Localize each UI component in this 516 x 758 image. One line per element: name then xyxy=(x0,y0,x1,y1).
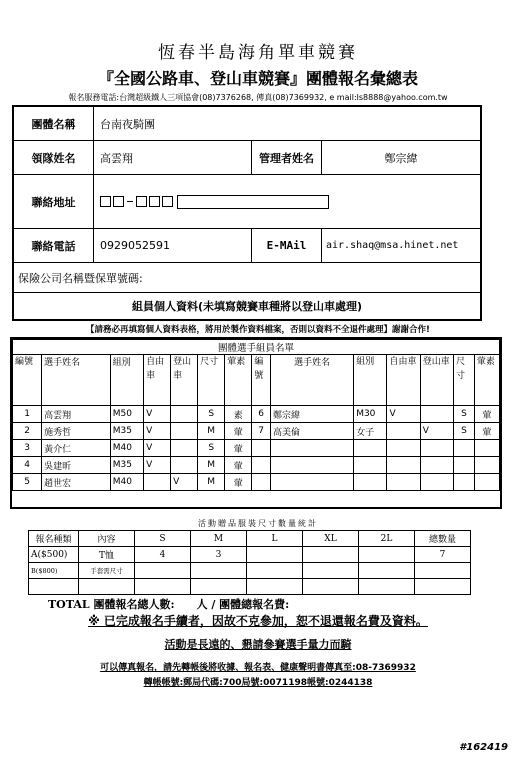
size-cell[interactable] xyxy=(359,579,415,595)
member-cell-mtb[interactable] xyxy=(420,406,453,423)
member-cell-mtb[interactable] xyxy=(420,440,453,457)
member-cell-size[interactable] xyxy=(454,474,475,491)
address-label: 聯絡地址 xyxy=(14,175,94,228)
member-cell-no[interactable] xyxy=(252,440,271,457)
member-cell-no[interactable]: 3 xyxy=(13,440,42,457)
table-row xyxy=(13,423,500,440)
email-label: E-MAil xyxy=(252,229,322,262)
email-field[interactable]: air.shaq@msa.hinet.net xyxy=(326,240,459,251)
member-cell-mtb[interactable] xyxy=(171,440,198,457)
member-cell-road[interactable]: V xyxy=(144,440,171,457)
phone-row xyxy=(14,229,480,263)
total-line: TOTAL 團體報名總人數: 人 / 團體總報名費: xyxy=(48,598,290,611)
member-cell-no[interactable]: 4 xyxy=(13,457,42,474)
member-cell-group[interactable] xyxy=(354,457,387,474)
member-cell-no[interactable] xyxy=(252,457,271,474)
member-cell-diet[interactable] xyxy=(474,457,499,474)
document-subtitle: 『全國公路車、登山車競賽』團體報名彙總表 xyxy=(97,69,418,88)
col-no-2: 編號 xyxy=(252,355,271,406)
size-cell[interactable] xyxy=(303,547,359,563)
team-name-row xyxy=(14,107,480,141)
manager-field[interactable]: 鄭宗緯 xyxy=(384,151,418,165)
leader-row xyxy=(14,141,480,175)
size-cell[interactable] xyxy=(359,563,415,579)
member-cell-mtb[interactable]: V xyxy=(420,423,453,440)
size-cell[interactable] xyxy=(247,579,303,595)
member-cell-size[interactable] xyxy=(454,440,475,457)
member-cell-road[interactable] xyxy=(144,474,171,491)
member-cell-mtb[interactable] xyxy=(420,474,453,491)
member-cell-size[interactable]: M xyxy=(198,457,225,474)
member-cell-no[interactable]: 5 xyxy=(13,474,42,491)
phone-label: 聯絡電話 xyxy=(14,229,94,262)
member-cell-group[interactable]: M40 xyxy=(110,440,143,457)
safety-slogan: 活動是長遠的、懇請參賽選手量力而騎 xyxy=(164,638,352,651)
member-cell-diet[interactable]: 葷 xyxy=(474,423,499,440)
size-cell[interactable]: 手套需尺寸 xyxy=(79,563,135,579)
member-cell-size[interactable]: S xyxy=(198,406,225,423)
col-diet: 葷素 xyxy=(225,355,252,406)
size-table xyxy=(28,530,470,595)
size-header-cell: XL xyxy=(303,531,359,547)
member-cell-mtb[interactable]: V xyxy=(171,474,198,491)
member-cell-size[interactable]: S xyxy=(198,440,225,457)
member-section-row xyxy=(14,293,480,319)
member-cell-size[interactable] xyxy=(454,457,475,474)
team-info-box xyxy=(12,105,482,321)
size-cell[interactable]: B($800) xyxy=(29,563,79,579)
col-road: 自由車 xyxy=(144,355,171,406)
size-header-cell: 報名種類 xyxy=(29,531,79,547)
team-name-field[interactable]: 台南夜騎團 xyxy=(100,117,155,131)
member-cell-name[interactable]: 吳建昕 xyxy=(42,457,111,474)
size-cell[interactable] xyxy=(247,563,303,579)
member-cell-size[interactable]: S xyxy=(454,423,475,440)
member-cell-name[interactable]: 高美倫 xyxy=(270,423,353,440)
team-name-label: 團體名稱 xyxy=(14,107,94,140)
size-header-cell: 2L xyxy=(359,531,415,547)
member-cell-road[interactable]: V xyxy=(144,457,171,474)
size-cell[interactable]: 7 xyxy=(415,547,471,563)
member-cell-name[interactable]: 高雲翔 xyxy=(42,406,111,423)
document-id: #162419 xyxy=(459,742,508,753)
size-cell[interactable] xyxy=(415,579,471,595)
member-cell-diet[interactable] xyxy=(474,440,499,457)
member-cell-road[interactable] xyxy=(387,474,420,491)
col-mtb-2: 登山車 xyxy=(420,355,453,406)
member-cell-mtb[interactable] xyxy=(171,406,198,423)
size-cell[interactable] xyxy=(191,579,247,595)
size-cell[interactable]: A($500) xyxy=(29,547,79,563)
member-cell-group[interactable]: M40 xyxy=(110,474,143,491)
size-header-cell: 內容 xyxy=(79,531,135,547)
size-cell[interactable] xyxy=(247,547,303,563)
member-cell-group[interactable]: 女子 xyxy=(354,423,387,440)
member-cell-name[interactable]: 黃介仁 xyxy=(42,440,111,457)
member-cell-group[interactable]: M30 xyxy=(354,406,387,423)
size-cell[interactable] xyxy=(303,579,359,595)
member-cell-no[interactable]: 7 xyxy=(252,423,271,440)
member-cell-name[interactable]: 施秀哲 xyxy=(42,423,111,440)
member-cell-road[interactable] xyxy=(387,457,420,474)
size-cell[interactable] xyxy=(135,579,191,595)
size-cell[interactable] xyxy=(79,579,135,595)
size-blank-row xyxy=(29,579,471,595)
insurance-label: 保險公司名稱暨保單號碼: xyxy=(18,271,143,285)
address-row xyxy=(14,175,480,229)
member-cell-size[interactable]: S xyxy=(454,406,475,423)
member-cell-diet[interactable]: 素 xyxy=(225,406,252,423)
member-cell-no[interactable] xyxy=(252,474,271,491)
size-cell[interactable] xyxy=(415,563,471,579)
size-cell[interactable]: 3 xyxy=(191,547,247,563)
member-cell-diet[interactable]: 葷 xyxy=(225,440,252,457)
member-cell-mtb[interactable] xyxy=(420,457,453,474)
col-name-2: 選手姓名 xyxy=(270,355,353,406)
size-header-row xyxy=(29,531,471,547)
col-size-2: 尺寸 xyxy=(454,355,475,406)
member-cell-size[interactable]: M xyxy=(198,474,225,491)
leader-label: 領隊姓名 xyxy=(14,141,94,174)
member-cell-group[interactable]: M35 xyxy=(110,457,143,474)
size-header-cell: M xyxy=(191,531,247,547)
warning-note: 【請務必再填寫個人資料表格，將用於製作資料檔案，否則以資料不全退件處理】謝謝合作! xyxy=(86,325,430,335)
size-row xyxy=(29,563,471,579)
member-table-title: 團體選手組員名單 xyxy=(13,340,500,355)
member-cell-group[interactable] xyxy=(354,474,387,491)
refund-notice: ※ 已完成報名手續者，因故不克參加，恕不退還報名費及資料。 xyxy=(88,614,428,628)
size-cell[interactable] xyxy=(191,563,247,579)
member-cell-mtb[interactable] xyxy=(171,457,198,474)
size-cell[interactable]: 4 xyxy=(135,547,191,563)
leader-field[interactable]: 高雲翔 xyxy=(94,141,252,174)
size-table-title: 活動贈品服裝尺寸數量統計 xyxy=(198,519,318,528)
member-cell-diet[interactable]: 葷 xyxy=(225,423,252,440)
document-title: 恆春半島海角單車競賽 xyxy=(158,43,358,63)
member-cell-name[interactable] xyxy=(270,474,353,491)
member-table xyxy=(10,337,502,509)
member-cell-road[interactable]: V xyxy=(144,406,171,423)
col-size: 尺寸 xyxy=(198,355,225,406)
manager-label: 管理者姓名 xyxy=(252,141,322,174)
member-cell-no[interactable]: 2 xyxy=(13,423,42,440)
col-mtb: 登山車 xyxy=(171,355,198,406)
contact-line: 報名服務電話:台灣超級鐵人三項協會(08)7376268, 傳真(08)7369932, e mail:ls8888@yahoo.com.tw xyxy=(68,93,448,102)
member-cell-size[interactable]: M xyxy=(198,423,225,440)
col-group: 組別 xyxy=(110,355,143,406)
member-cell-road[interactable]: V xyxy=(387,406,420,423)
table-row xyxy=(13,474,500,491)
member-cell-diet[interactable]: 葷 xyxy=(225,457,252,474)
phone-field[interactable]: 0929052591 xyxy=(94,229,252,262)
col-road-2: 自由車 xyxy=(387,355,420,406)
member-cell-name[interactable]: 鄭宗緯 xyxy=(270,406,353,423)
col-group-2: 組別 xyxy=(354,355,387,406)
size-cell[interactable] xyxy=(303,563,359,579)
col-no: 編號 xyxy=(13,355,42,406)
member-cell-road[interactable]: V xyxy=(144,423,171,440)
member-cell-name[interactable] xyxy=(270,440,353,457)
member-cell-diet[interactable]: 葷 xyxy=(225,474,252,491)
address-line-box xyxy=(177,195,329,209)
size-header-cell: S xyxy=(135,531,191,547)
member-cell-group[interactable]: M50 xyxy=(110,406,143,423)
size-header-cell: L xyxy=(247,531,303,547)
member-cell-name[interactable] xyxy=(270,457,353,474)
member-cell-group[interactable] xyxy=(354,440,387,457)
size-row xyxy=(29,547,471,563)
member-cell-diet[interactable] xyxy=(474,474,499,491)
size-cell[interactable]: T恤 xyxy=(79,547,135,563)
member-cell-name[interactable]: 趙世宏 xyxy=(42,474,111,491)
member-cell-no[interactable]: 1 xyxy=(13,406,42,423)
member-cell-diet[interactable]: 葷 xyxy=(474,406,499,423)
table-row xyxy=(13,440,500,457)
table-row xyxy=(13,406,500,423)
table-row xyxy=(13,457,500,474)
member-cell-road[interactable] xyxy=(387,440,420,457)
col-name: 選手姓名 xyxy=(42,355,111,406)
size-cell[interactable] xyxy=(359,547,415,563)
size-cell[interactable] xyxy=(135,563,191,579)
member-cell-mtb[interactable] xyxy=(171,423,198,440)
address-field[interactable] xyxy=(94,175,480,228)
size-cell[interactable] xyxy=(29,579,79,595)
size-header-cell: 總數量 xyxy=(415,531,471,547)
col-diet-2: 葷素 xyxy=(474,355,499,406)
postal-code-boxes xyxy=(100,196,173,207)
insurance-row xyxy=(14,263,480,293)
member-cell-no[interactable]: 6 xyxy=(252,406,271,423)
member-section-title: 組員個人資料(未填寫競賽車種將以登山車處理) xyxy=(131,300,363,313)
bank-account-line: 轉帳帳號:郵局代碼:700局號:0071198帳號:0244138 xyxy=(143,678,373,688)
fax-instructions: 可以傳真報名，請先轉帳後將收據、報名表、健康聲明書傳真至:08-7369932 xyxy=(100,663,416,673)
member-cell-road[interactable] xyxy=(387,423,420,440)
member-cell-group[interactable]: M35 xyxy=(110,423,143,440)
